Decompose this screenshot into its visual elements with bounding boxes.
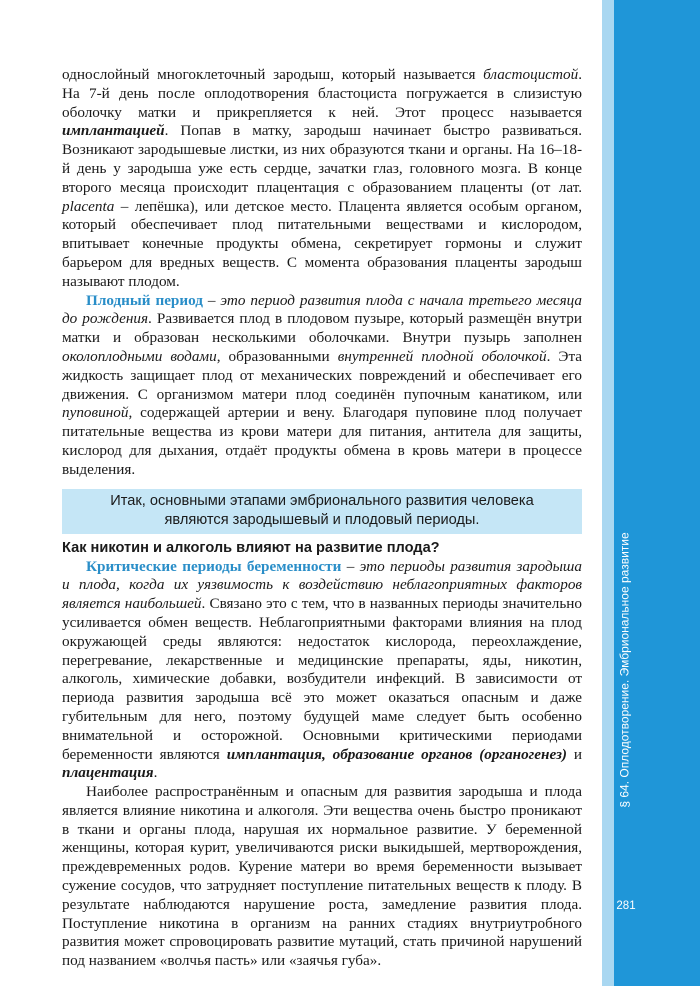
- side-stripe: [614, 0, 700, 986]
- term-fetal-period: Плодный период: [86, 291, 203, 309]
- section-label-text: § 64. Оплодотворение. Эмбриональное развитие: [618, 532, 632, 808]
- paragraph-nicotine-alcohol: Наиболее распространённым и опасным для развития зародыша и плода является влияние никотина и алкоголя. Эти вещества очень быстро проникают в ткани и органы плода, нарушая их нормальное развитие. У беременной женщины, которая курит, увеличиваются риски выкидышей, мертворождения, преждевременных родов. Курение матери во время беременности вызывает сужение сосудов, что затрудняет поступление питательных веществ к плоду. В результате наблюдаются нарушение роста, замедление развития плода. Поступление никотина в организм на ранних стадиях внутриутробного развития может спровоцировать развитие мутаций, стать причиной нарушений под названием «волчья пасть» или «заячья губа».: [62, 783, 582, 970]
- callout-line-1: Итак, основными этапами эмбрионального развития человека: [110, 492, 534, 509]
- summary-callout: [62, 489, 582, 534]
- side-stripe-light: [602, 0, 614, 986]
- page-number: 281: [616, 900, 636, 912]
- section-label: [615, 520, 635, 820]
- section-heading: Как никотин и алкоголь влияют на развитие плода?: [62, 539, 440, 556]
- paragraph-critical-periods: Критические периоды беременности – это периоды развития зародыша и плода, когда их уязвимость к воздействию неблагоприятных факторов является наибольшей. Связано это с тем, что в названных периоды значительно усиливается обмен веществ. Неблагоприятными факторами влияния на плод окружающей среды являются: недостаток кислорода, переохлаждение, перегревание, лекарственные и медицинские препараты, яды, никотин, алкоголь, химические добавки, возбудители инфекций. В зависимости от периода развития зародыша всё это может оказаться опасным и даже губительным для него, поэтому будущей маме следует быть особенно внимательной и осторожной. Основными критическими периодами беременности являются имплантация, образование органов (органогенез) и плацентация.: [62, 557, 582, 782]
- callout-line-2: являются зародышевый и плодовый периоды.: [164, 511, 480, 528]
- paragraph-embryo: однослойный многоклеточный зародыш, который называется бластоцистой. На 7-й день после оплодотворения бластоциста погружается в слизистую оболочку матки и прикрепляется к ней. Этот процесс называется имплантацией. Попав в матку, зародыш начинает быстро развиваться. Возникают зародышевые листки, из них образуются ткани и органы. На 16–18-й день у зародыша уже есть сердце, зачатки глаз, головного мозга. В конце второго месяца происходит плацентация с образованием плаценты (от лат. placenta – лепёшка), или детское место. Плацента является особым органом, который обеспечивает плод питательными веществами и кислородом, впитывает конечные продукты обмена, секретирует гормоны и служит барьером для вредных веществ. С момента образования плаценты зародыш называют плодом.: [62, 66, 582, 290]
- paragraph-fetal-period: Плодный период – это период развития плода с начала третьего месяца до рождения. Развивается плод в плодовом пузыре, который размещён внутри матки и образован несколькими оболочками. Внутри пузырь заполнен околоплодными водами, образованными внутренней плодной оболочкой. Эта жидкость защищает плод от механических повреждений и обеспечивает его движения. С организмом матери плод соединён пупочным канатиком, или пуповиной, содержащей артерии и вену. Благодаря пуповине плод получает питательные вещества из крови матери для питания, антитела для защиты, кислород для дыхания, отдаёт продукты обмена в кровь матери в процессе выделения.: [62, 291, 583, 478]
- page-content: [62, 66, 582, 971]
- term-critical-periods: Критические периоды беременности: [86, 557, 342, 575]
